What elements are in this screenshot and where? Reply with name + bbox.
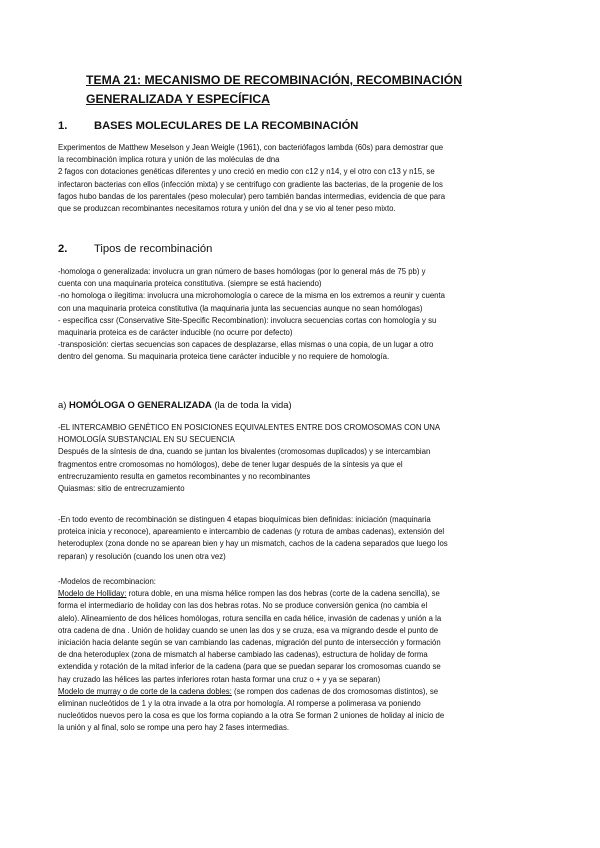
block-b	[58, 514, 546, 563]
paragraph-line: iniciación hacia delante según se van cambiando las cadenas, migración del punto de intersección y formación	[58, 638, 441, 648]
paragraph-line: entrecruzamiento resulta en gametos recombinantes y no recombinantes	[58, 471, 311, 481]
models-intro: -Modelos de recombinacion:	[58, 577, 156, 586]
paragraph-line: 2 fagos con dotaciones genéticas diferentes y uno creció en medio con c12 y n14, y el otro con c13 y n15, se	[58, 167, 435, 177]
paragraph-line: fragmentos entre cromosomas no homólogos), debe de tener lugar después de la síntesis ya que el	[58, 459, 403, 469]
holliday-first-line	[58, 588, 546, 600]
paragraph-line: -no homologa o ilegitima: involucra una microhomología o carece de la misma en los extremos a reunir y cuenta	[58, 291, 446, 301]
subsection-a-rest: (la de toda la vida)	[211, 399, 292, 410]
title-line-1: TEMA 21: MECANISMO DE RECOMBINACIÓN, RECOMBINACIÓN	[86, 73, 463, 87]
paragraph-line: proteica inicia y reconoce), apareamiento e intercambio de cadenas (y rotura de ambas cadenas), extensión del	[58, 527, 445, 537]
paragraph-line: extendida y rotación de la mitad inferior de la cadena (para que se puedan separar los cromosomas cuando se	[58, 662, 441, 672]
paragraph-line: la recombinación implica rotura y unión de las moléculas de dna	[58, 155, 280, 165]
murray-first-line	[58, 686, 546, 698]
paragraph-line: dentro del genoma. Su maquinaria proteica tiene carácter inducible y no requiere de homología.	[58, 352, 390, 362]
paragraph-line: -homologa o generalizada: involucra un gran número de bases homólogas (por lo general más de 75 pb) y	[58, 267, 426, 276]
subsection-a-prefix: a)	[58, 399, 67, 410]
paragraph-line: -EL INTERCAMBIO GENÉTICO EN POSICIONES EQUIVALENTES ENTRE DOS CROMOSOMAS CON UNA	[58, 423, 441, 432]
paragraph-line: eliminan nucleótidos de 1 y la otra invade a la otra por homología. Al romperse a polimerasa va poniendo	[58, 699, 421, 709]
paragraph-line: Después de la síntesis de dna, cuando se juntan los bivalentes (cromosomas duplicados) y se intercambian	[58, 447, 431, 457]
paragraph-line: con una maquinaria proteica constitutiva (la maquinaria junta las secuencias aunque no sean homólogas)	[58, 303, 423, 313]
paragraph-line: otra cadena de dna . Unión de holiday cuando se unen las dos y se cruza, esa va migrando desde el punto de	[58, 625, 439, 635]
paragraph-line: de dna heteroduplex (zona de mismatch al haberse cambiado las cadenas), estructura de holiday de forma	[58, 650, 428, 660]
paragraph-line: nucleótidos nuevos pero la cosa es que los forma copiando a la otra Se forman 2 uniones de holiday al inicio de	[58, 711, 445, 721]
paragraph-line: -transposición: ciertas secuencias son capaces de desplazarse, ellas mismas o una copia, de un lugar a otro	[58, 340, 434, 350]
section-2-title: Tipos de recombinación	[94, 243, 213, 255]
murray-first-text: (se rompen dos cadenas de dos cromosomas distintos), se	[231, 686, 439, 696]
section-1-number: 1.	[58, 120, 68, 132]
section-2-number: 2.	[58, 243, 68, 255]
paragraph-line: infectaron bacterias con ellos (infección mixta) y se centrifugo con gradiente las bacterias, de la progenie de los	[58, 179, 443, 189]
paragraph-line: heteroduplex (zona donde no se aparean bien y hay un mismatch, cachos de la cadena separados que luego los	[58, 539, 448, 549]
paragraph-line: cuenta con una maquinaria proteica constitutiva. (siempre se está haciendo)	[58, 279, 322, 289]
paragraph-line: reparan) y resolución (cuando los unen otra vez)	[58, 551, 226, 561]
block-a	[58, 422, 546, 495]
title-line-2: GENERALIZADA Y ESPECÍFICA	[86, 92, 270, 106]
paragraph-line: que se produzcan recombinantes necesitamos rotura y unión del dna y se vio al tener peso mixto.	[58, 204, 396, 214]
holliday-first-text: rotura doble, en una misma hélice rompen las dos hebras (corte de la cadena sencilla), se	[126, 589, 440, 599]
paragraph-line: hay cruzado las hélices las partes inferiores rotan hasta formar una cruz o + y ya se separan)	[58, 674, 381, 684]
subsection-a-heading	[58, 399, 292, 410]
section-1-title: BASES MOLECULARES DE LA RECOMBINACIÓN	[94, 120, 359, 132]
paragraph-line: forma el intermediario de holiday con las dos hebras rotas. No se produce conversión genica (no cambia el	[58, 601, 428, 611]
section-1-body	[58, 142, 546, 215]
murray-model-label: Modelo de murray o de corte de la cadena dobles:	[58, 686, 232, 696]
paragraph-line: alelo). Alineamiento de dos hélices homólogas, rotura sencilla en cada hélice, invasión de cadenas y unión a la	[58, 613, 442, 623]
paragraph-line: fagos hubo bandas de los parentales (peso molecular) pero también bandas intermedias, evidencia de que para	[58, 191, 446, 201]
section-2-body	[58, 266, 546, 364]
paragraph-line: Quiasmas: sitio de entrecruzamiento	[58, 484, 185, 494]
paragraph-line: maquinaria proteica es de carácter inducible (no ocurre por defecto)	[58, 328, 293, 338]
subsection-a-bold: HOMÓLOGA O GENERALIZADA	[68, 399, 212, 410]
block-c	[58, 576, 546, 735]
document-title	[86, 71, 546, 109]
paragraph-line: HOMOLOGÍA SUBSTANCIAL EN SU SECUENCIA	[58, 435, 235, 445]
paragraph-line: -En todo evento de recombinación se distinguen 4 etapas bioquímicas bien definidas: iniciación (maquinaria	[58, 515, 431, 524]
paragraph-line: Experimentos de Matthew Meselson y Jean Weigle (1961), con bacteriófagos lambda (60s) para demostrar que	[58, 143, 444, 152]
paragraph-line: - especifica cssr (Conservative Site-Specific Recombination): involucra secuencias cortas con homología y su	[58, 315, 437, 325]
paragraph-line: la unión y al final, solo se rompe una pero hay 2 fases intermedias.	[58, 723, 290, 733]
holliday-model-label: Modelo de Holliday:	[58, 589, 127, 599]
